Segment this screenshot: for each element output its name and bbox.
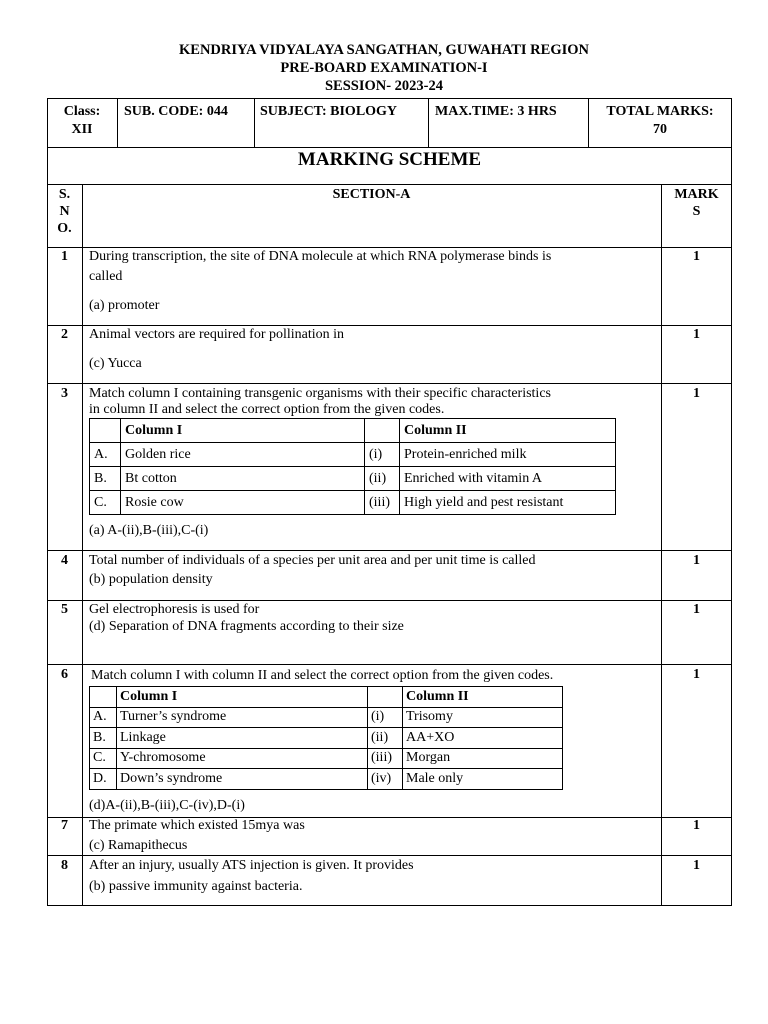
table-cell: Protein-enriched milk (400, 443, 616, 467)
answer-text: (c) Ramapithecus (89, 838, 188, 853)
question-text: After an injury, usually ATS injection is given. It provides (89, 858, 414, 873)
marks-value: 1 (693, 327, 700, 342)
marks-value: 1 (693, 858, 700, 873)
table-row (90, 491, 616, 515)
table-cell: Bt cotton (121, 467, 365, 491)
table-row (90, 419, 616, 443)
exam-name: PRE-BOARD EXAMINATION-I (280, 60, 488, 76)
answer-text: (c) Yucca (89, 356, 142, 371)
marks-value: 1 (693, 553, 700, 568)
match-table (89, 418, 616, 515)
table-cell: (ii) (368, 728, 403, 749)
table-cell: High yield and pest resistant (400, 491, 616, 515)
question-number: 3 (61, 386, 68, 401)
answer-text: (b) passive immunity against bacteria. (89, 879, 303, 894)
table-cell: (iii) (365, 491, 400, 515)
marks-value: 1 (693, 249, 700, 264)
answer-text: (a) promoter (89, 298, 160, 313)
question-text: Match column I containing transgenic organisms with their specific characteristics (89, 386, 551, 401)
table-cell: Golden rice (121, 443, 365, 467)
column-header: Column I (121, 419, 365, 443)
table-cell: (i) (365, 443, 400, 467)
marks-value: 1 (693, 667, 700, 682)
table-cell (90, 419, 121, 443)
table-cell: (iv) (368, 769, 403, 790)
subject: SUBJECT: BIOLOGY (260, 104, 398, 119)
table-row (90, 769, 563, 790)
table-cell: Trisomy (403, 707, 563, 728)
sno-header-2: N (59, 204, 70, 219)
question-number: 4 (61, 553, 68, 568)
match-table (89, 686, 563, 790)
page-title: MARKING SCHEME (297, 149, 482, 170)
answer-text: (d) Separation of DNA fragments according to their size (89, 619, 404, 634)
section-header: SECTION-A (332, 187, 411, 202)
question-text: The primate which existed 15mya was (89, 818, 305, 833)
max-time: MAX.TIME: 3 HRS (435, 104, 557, 119)
sno-header-3: O. (57, 221, 72, 236)
table-cell: (iii) (368, 748, 403, 769)
table-cell: Enriched with vitamin A (400, 467, 616, 491)
question-number: 5 (61, 602, 68, 617)
column-header: Column I (117, 687, 368, 708)
column-header: Column II (400, 419, 616, 443)
question-text: Total number of individuals of a species per unit area and per unit time is called (89, 553, 536, 568)
table-cell: Rosie cow (121, 491, 365, 515)
total-marks-value: 70 (653, 122, 667, 137)
table-cell: D. (90, 769, 117, 790)
total-marks-label: TOTAL MARKS: (606, 104, 714, 119)
question-number: 2 (61, 327, 68, 342)
table-cell: B. (90, 728, 117, 749)
class-label: Class: (63, 104, 101, 119)
column-header: Column II (403, 687, 563, 708)
table-cell (365, 419, 400, 443)
table-cell: Turner’s syndrome (117, 707, 368, 728)
class-value: XII (71, 122, 93, 137)
marks-header-1: MARK (674, 187, 719, 202)
table-cell: Down’s syndrome (117, 769, 368, 790)
school-name: KENDRIYA VIDYALAYA SANGATHAN, GUWAHATI REGION (179, 42, 589, 58)
marks-value: 1 (693, 602, 700, 617)
table-cell: C. (90, 491, 121, 515)
table-cell (368, 687, 403, 708)
sub-code: SUB. CODE: 044 (124, 104, 228, 119)
table-cell: Male only (403, 769, 563, 790)
table-cell: Morgan (403, 748, 563, 769)
question-text: called (89, 269, 123, 284)
table-row (90, 443, 616, 467)
table-row (90, 467, 616, 491)
table-cell: C. (90, 748, 117, 769)
table-cell: (ii) (365, 467, 400, 491)
marks-header-2: S (692, 204, 701, 219)
table-cell: (i) (368, 707, 403, 728)
question-text: Gel electrophoresis is used for (89, 602, 260, 617)
session: SESSION- 2023-24 (324, 78, 444, 94)
question-text: in column II and select the correct option from the given codes. (89, 402, 445, 417)
question-number: 7 (61, 818, 68, 833)
table-cell: A. (90, 443, 121, 467)
table-row (90, 707, 563, 728)
table-cell: AA+XO (403, 728, 563, 749)
answer-text: (d)A-(ii),B-(iii),C-(iv),D-(i) (89, 798, 245, 813)
table-row (90, 728, 563, 749)
question-number: 6 (61, 667, 68, 682)
marks-value: 1 (693, 386, 700, 401)
question-number: 1 (61, 249, 68, 264)
table-row (90, 748, 563, 769)
table-cell (90, 687, 117, 708)
table-cell: Y-chromosome (117, 748, 368, 769)
question-number: 8 (61, 858, 68, 873)
sno-header-1: S. (58, 187, 71, 202)
table-cell: A. (90, 707, 117, 728)
table-cell: Linkage (117, 728, 368, 749)
question-text: Match column I with column II and select the correct option from the given codes. (91, 668, 554, 683)
question-text: During transcription, the site of DNA molecule at which RNA polymerase binds is (89, 249, 552, 264)
marks-value: 1 (693, 818, 700, 833)
answer-text: (b) population density (89, 572, 213, 587)
table-row (90, 687, 563, 708)
table-cell: B. (90, 467, 121, 491)
answer-text: (a) A-(ii),B-(iii),C-(i) (89, 523, 209, 538)
question-text: Animal vectors are required for pollination in (89, 327, 345, 342)
